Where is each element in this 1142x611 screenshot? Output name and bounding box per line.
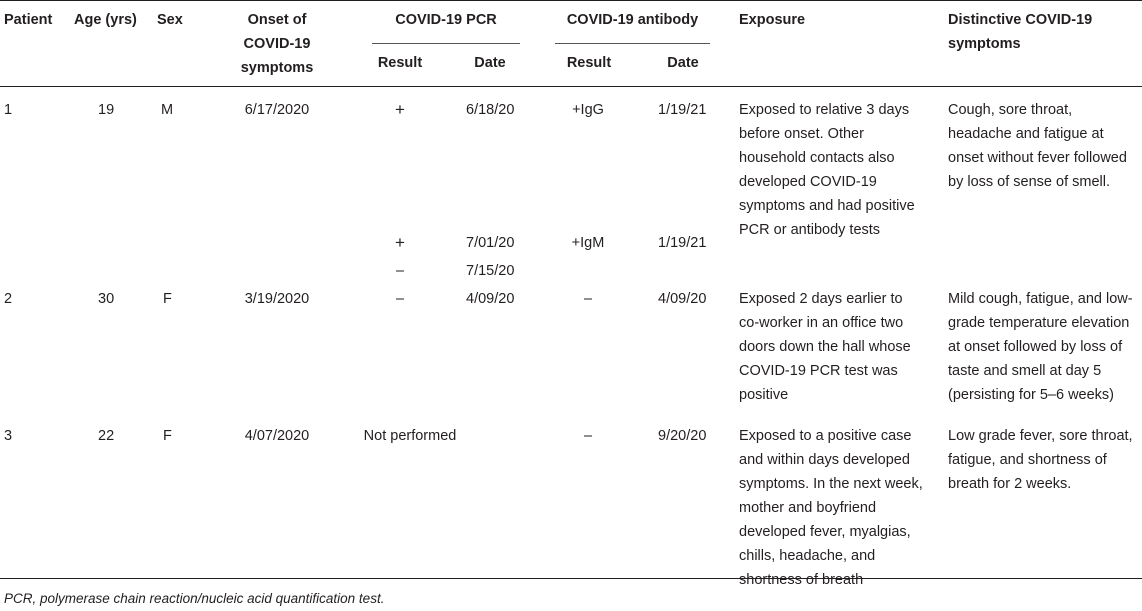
row3-ab-result: – [583, 428, 593, 444]
header-onset: Onset of COVID-19 symptoms [240, 12, 314, 76]
header-pcr-result: Result [377, 55, 423, 71]
row1-sex: M [161, 102, 174, 118]
table-bottom-rule [0, 578, 1142, 579]
pcr-group-rule [372, 43, 520, 44]
row3-symptoms: Low grade fever, sore throat, fatigue, and shortness of breath for 2 weeks. [948, 428, 1133, 492]
row1b-ab-result: +IgM [571, 235, 605, 251]
header-patient: Patient [4, 12, 53, 28]
row2-patient: 2 [4, 291, 13, 307]
row1-ab-result: +IgG [572, 102, 604, 118]
row3-patient: 3 [4, 428, 13, 444]
row1-pcr-result: + [395, 100, 405, 119]
row1-pcr-date: 6/18/20 [466, 102, 515, 118]
row1c-pcr-date: 7/15/20 [466, 263, 515, 279]
row3-onset: 4/07/2020 [244, 428, 310, 444]
row3-age: 22 [98, 428, 115, 444]
row1c-pcr-result: – [395, 263, 405, 279]
row2-ab-result: – [583, 291, 593, 307]
header-antibody-group: COVID-19 antibody [566, 12, 699, 28]
row2-pcr-date: 4/09/20 [466, 291, 515, 307]
row1-age: 19 [98, 102, 115, 118]
row3-pcr-result: Not performed [363, 428, 457, 444]
row3-exposure: Exposed to a positive case and within days developed symptoms. In the next week, mother and boyfriend developed fever, myalgias, chills, headache, and shortness of breath [739, 428, 923, 588]
header-age: Age (yrs) [74, 12, 137, 28]
header-pcr-date: Date [474, 55, 506, 71]
row2-pcr-result: – [395, 291, 405, 307]
header-sex: Sex [157, 12, 183, 28]
row1b-pcr-date: 7/01/20 [466, 235, 515, 251]
header-ab-result: Result [566, 55, 612, 71]
row1-patient: 1 [4, 102, 13, 118]
table-footnote: PCR, polymerase chain reaction/nucleic acid quantification test. [4, 591, 385, 606]
row1b-ab-date: 1/19/21 [658, 235, 707, 251]
row2-exposure: Exposed 2 days earlier to co-worker in an office two doors down the hall whose COVID-19 PCR test was positive [739, 291, 911, 403]
header-bottom-rule [0, 86, 1142, 87]
header-pcr-group: COVID-19 PCR [395, 12, 497, 28]
row1-ab-date: 1/19/21 [658, 102, 707, 118]
row1-onset: 6/17/2020 [244, 102, 310, 118]
row1-symptoms: Cough, sore throat, headache and fatigue at onset without fever followed by loss of sense of smell. [948, 102, 1127, 190]
row3-ab-date: 9/20/20 [658, 428, 707, 444]
row3-sex: F [163, 428, 172, 444]
row2-sex: F [163, 291, 172, 307]
row2-age: 30 [98, 291, 115, 307]
table-top-rule [0, 0, 1142, 1]
header-ab-date: Date [667, 55, 699, 71]
row1b-pcr-result: + [395, 233, 405, 252]
row2-ab-date: 4/09/20 [658, 291, 707, 307]
row2-symptoms: Mild cough, fatigue, and low-grade temperature elevation at onset followed by loss of taste and smell at day 5 (persisting for 5–6 weeks) [948, 291, 1133, 403]
row2-onset: 3/19/2020 [244, 291, 310, 307]
header-exposure: Exposure [739, 12, 806, 28]
row1-exposure: Exposed to relative 3 days before onset. Other household contacts also developed COVID-19 symptoms and had positive PCR or antibody tests [739, 102, 915, 238]
antibody-group-rule [555, 43, 710, 44]
header-symptoms: Distinctive COVID-19 symptoms [948, 12, 1093, 52]
